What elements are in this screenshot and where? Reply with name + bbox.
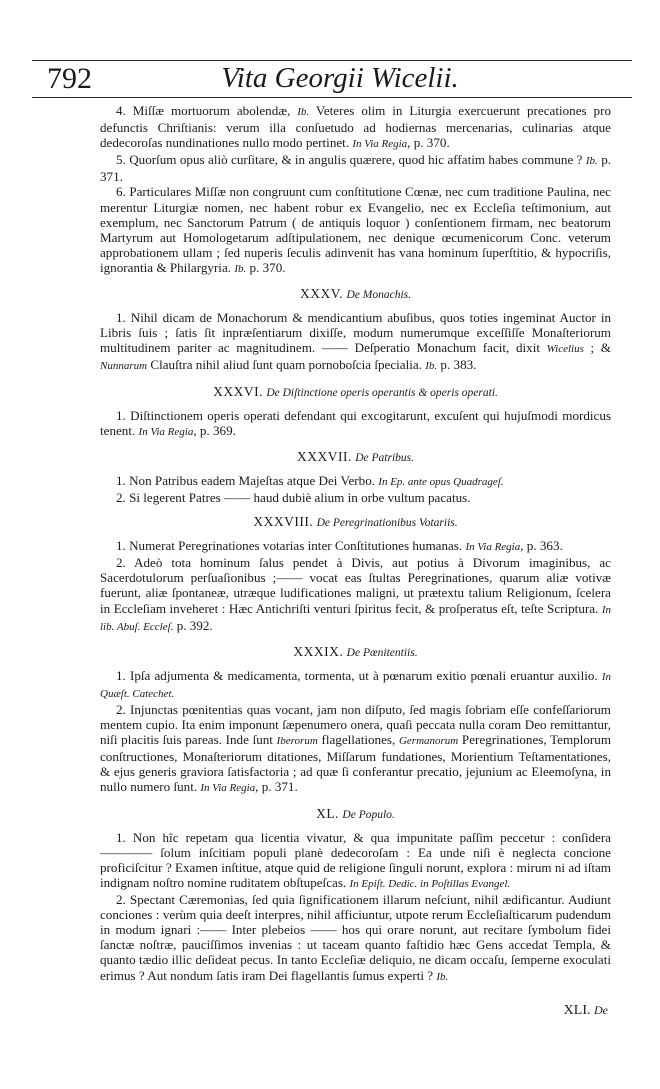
text-run: 1. Non hîc repetam qua licentia vivatur, & qua impunitate paſſim peccetur : conſidera———— ſolum inſcitiam populi planè dedecoroſam : Ea unde niſi è neglecta concione proficiſcitur ? Examen inſtitue, atque quid de religione ſinguli norunt, explora : mirum ni ad iſtam indignam noſtro nomine ruditatem obſtupeſcas. xyxy=(100,829,611,890)
paragraph xyxy=(100,892,611,985)
section xyxy=(100,644,611,797)
intro-items xyxy=(100,103,611,277)
italic-reference: Ib. xyxy=(425,360,438,373)
text-run: 2. Si legerent Patres —— haud dubiè alium in orbe vultum pacatus. xyxy=(116,489,471,505)
running-title: Vita Georgii Wicelii. xyxy=(221,62,459,94)
header-top-rule xyxy=(32,60,632,61)
section-number: XXXV. xyxy=(299,286,344,302)
italic-reference: In lib. Abuſ. Eccleſ. xyxy=(100,603,611,633)
italic-reference: Germanorum xyxy=(398,735,459,748)
italic-reference: Ib. xyxy=(585,155,598,168)
text-run: , p. 370. xyxy=(407,135,450,151)
text-run: , p. 369. xyxy=(193,422,236,438)
text-run: 4. Miſſæ mortuorum abolendæ, xyxy=(116,103,298,118)
section-heading xyxy=(100,514,611,531)
section-heading xyxy=(100,806,611,823)
italic-reference: In Quæſt. Catechet. xyxy=(100,670,611,700)
text-run: 1. Numerat Peregrinationes votarias inter Conſtitutiones humanas. xyxy=(116,538,466,554)
italic-reference: In Via Regia xyxy=(352,138,408,151)
section-heading xyxy=(100,644,611,661)
text-run: Clauſtra nihil aliud ſunt quam pornoboſcia ſpecialia. xyxy=(147,357,426,373)
sections xyxy=(100,286,611,985)
paragraph xyxy=(100,555,611,634)
section-title: De Monachis. xyxy=(346,289,412,302)
text-run: 6. Particulares Miſſæ non congruunt cum conſtitutione Cœnæ, nec cum traditione Paulina, nec merentur Liturgiæ nomen, nec habent robur ex Evangelio, nec ex Eccleſia teſtimonium, aut exemplum, nec Sanctorum Patrum ( de antiquis loquor ) conſentionem firmam, nec beatorum Martyrum aut Homologetarum adſtipulationem, nec denique œcumenicorum Conc. veterum approbationem ullam ; ſed nuperis ſeculis adinvenit has vana hominum ſuperſtitio, & hypocriſis, ignorantia & Philargyria. xyxy=(100,184,611,275)
paragraph xyxy=(100,702,611,797)
text-run: p. 383. xyxy=(437,357,477,373)
section-title: De Diſtinctione operis operantis & operis operati. xyxy=(266,386,498,399)
italic-reference: Ib. xyxy=(297,106,310,118)
section xyxy=(100,806,611,985)
text-run: 1. Ipſa adjumenta & medicamenta, tormenta, ut à pœnarum exitio pœnali eruantur auxilio. xyxy=(116,667,602,683)
text-run: 2. Adeò tota hominum ſalus pendet à Divis, aut potius à Divorum imaginibus, ac Sacerdotulorum perſuaſionibus ;—— vocat eas ſtultas Peregrinationes, quarum aliæ votivæ fuerunt, aliæ ſpontaneæ, utræque ludificationes maligni, ut prætextu talium Religionum, ſcelera in Eccleſiam inveheret : Hæc Antichriſti venturi ſpiritus fecit, & proſperatus eſt, teſte Scriptura. xyxy=(100,555,611,616)
text-run: 2. Spectant Cæremonias, ſed quia ſignificationem illarum neſciunt, nihil ædificantur. Audiunt conciones : verùm quia deeſt interpres, nihil afficiuntur, utpote rerum Eccleſiaſticarum pudendum in modum ignari :—— Inter plebeios —— hos qui orare norunt, aut recitare ſymbolum fidei ſanctæ noſtræ, pauciſſimos invenias : ut taceam quanto faſtidio hæc Gens accedat Templa, & quanto tædio illic deſideat pecus. In tanto Eccleſiæ deliquio, ne dicam occaſu, ſemperne exoculati erimus ? Aut nondum ſatis iram Dei flagellantis ſumus experti ? xyxy=(100,892,611,983)
section-number: XXXVIII. xyxy=(253,514,314,530)
italic-reference: In Ep. ante opus Quadrageſ. xyxy=(378,475,504,488)
section-number: XXXVI. xyxy=(213,383,263,399)
section-title: De Peregrinationibus Votariis. xyxy=(316,517,458,530)
text-run: flagellationes, xyxy=(317,732,399,748)
section xyxy=(100,384,611,440)
paragraph xyxy=(100,310,611,374)
italic-reference: Nunnarum xyxy=(100,360,148,373)
section-heading xyxy=(100,449,611,466)
paragraph xyxy=(100,152,611,184)
paragraph xyxy=(100,668,611,702)
section-title: De Populo. xyxy=(342,808,395,821)
text-run: Veteres olim in Liturgia exercuerunt precationes pro defunctis Chriſtianis: verum illa conſuetudo ad hodiernas mercenarias, culinarias atque dedecoroſas nundinationes nullo modo pertinet. xyxy=(100,103,611,151)
text-run: , p. 371. xyxy=(255,779,298,795)
text-run: 1. Nihil dicam de Monachorum & mendicantium abuſibus, quos toties ingeminat Auctor in Libris ſuis ; ſatis ſit inpræſentiarum dixiſſe, modum numerumque exceſſiſſe Monaſteriorum multitudinem pariter ac magnitudinem. —— Deſperatio Monachum facit, dixit xyxy=(100,310,611,356)
paragraph xyxy=(100,830,611,892)
paragraph xyxy=(100,473,611,490)
text-run: , p. 363. xyxy=(520,538,563,554)
section-number: XXXIX. xyxy=(293,643,344,659)
italic-reference: In Via Regia xyxy=(465,541,521,554)
section xyxy=(100,514,611,635)
page-number: 792 xyxy=(47,62,92,95)
header-bottom-rule xyxy=(32,97,632,98)
paragraph xyxy=(100,490,611,505)
section-heading xyxy=(100,384,611,401)
text-run: Peregrinationes, Templorum conſtructiones, Monaſteriorum ditationes, Miſſarum fundationes, Morientium Teſtamentationes, & ejus generis graviora ſatisfactoria ; ad quæ ſi conferantur precatio, jejunium ac Eleemoſyna, in nullo numero ſunt. xyxy=(100,732,611,795)
italic-reference: Ib. xyxy=(436,970,449,983)
catchword-number: XLI. xyxy=(563,1003,591,1018)
paragraph xyxy=(100,408,611,440)
page-body xyxy=(100,103,611,985)
text-run: 2. Injunctas pœnitentias quas vocant, jam non diſputo, ſed magis ſobriam eſſe confeſſariorum mentem cupio. Ita enim imponunt ſæpenumero onera, quaſi peccata nulla coram Deo remittantur, niſi placitis ſuis pareas. Inde ſunt xyxy=(100,702,611,748)
section-number: XL. xyxy=(316,805,340,821)
paragraph xyxy=(100,103,611,152)
text-run: 5. Quorſum opus aliò curſitare, & in angulis quærere, quod hic affatim habes commune ? xyxy=(116,152,586,168)
paragraph xyxy=(100,538,611,555)
italic-reference: In Via Regia xyxy=(200,782,256,795)
text-run: p. 371. xyxy=(100,152,612,185)
section-heading xyxy=(100,286,611,303)
section-title: De Patribus. xyxy=(355,451,415,464)
section-number: XXXVII. xyxy=(296,448,352,464)
paragraph xyxy=(100,184,611,277)
catchword-title: De xyxy=(594,1003,608,1017)
catchword xyxy=(564,1003,608,1019)
text-run: 1. Diſtinctionem operis operati defendant qui excogitarunt, excuſent qui hujuſmodi mordicus tenent. xyxy=(100,407,611,438)
section xyxy=(100,286,611,374)
text-run: p. 392. xyxy=(173,617,213,633)
section-title: De Pœnitentiis. xyxy=(346,646,418,659)
text-run: 1. Non Patribus eadem Majeſtas atque Dei Verbo. xyxy=(116,472,379,488)
italic-reference: In Via Regia xyxy=(138,425,194,438)
italic-reference: Wicelius xyxy=(546,343,584,356)
section xyxy=(100,449,611,505)
text-run: ; & xyxy=(583,340,611,356)
italic-reference: Ib. xyxy=(234,262,247,275)
italic-reference: In Epiſt. Dedic. in Poſtillas Evangel. xyxy=(349,877,511,890)
italic-reference: Iberorum xyxy=(276,735,318,748)
text-run: p. 370. xyxy=(246,259,286,275)
